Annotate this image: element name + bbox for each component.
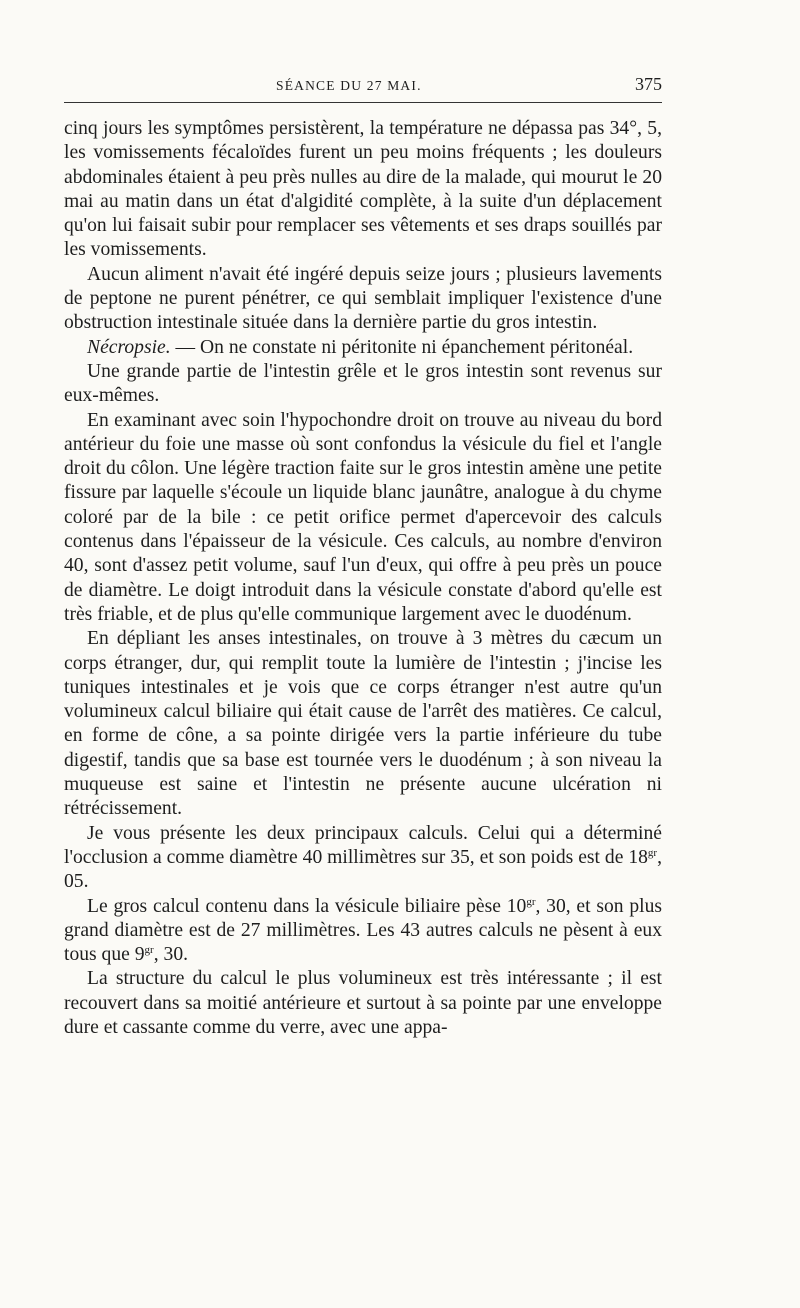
paragraph-8-text-c: , 30. bbox=[153, 944, 189, 966]
paragraph-9: La structure du calcul le plus volumineux est très intéressante ; il est recouvert dans sa moitié antérieure et surtout à sa pointe par une enveloppe dure et cassante comme du verre, avec une appa- bbox=[64, 968, 662, 1038]
paragraph-8-text-b: , 30, et son plus grand diamètre est de 27 millimètres. Les 43 autres calculs ne pèsent à eux tous que 9 bbox=[64, 895, 662, 966]
paragraph-7-text-b: , 05. bbox=[64, 846, 662, 893]
gram-abbrev: gr bbox=[144, 944, 154, 957]
paragraph-8 bbox=[64, 895, 662, 968]
paragraph-3-text: — On ne constate ni péritonite ni épanchement péritonéal. bbox=[170, 336, 634, 358]
paragraph-4: Une grande partie de l'intestin grêle et le gros intestin sont revenus sur eux-mêmes. bbox=[64, 360, 662, 407]
page-number: 375 bbox=[635, 74, 662, 94]
paragraph-1: cinq jours les symptômes persistèrent, la température ne dépassa pas 34°, 5, les vomissements fécaloïdes furent un peu moins fréquents ; les douleurs abdominales étaient à peu près nulles au dire de la malade, qui mourut le 20 mai au matin dans un état d'algidité complète, à la suite d'un déplacement qu'on lui faisait subir pour remplacer ses vêtements et ses draps souillés par les vomissements. bbox=[64, 118, 662, 261]
paragraph-8-text-a: Le gros calcul contenu dans la vésicule biliaire pèse 10 bbox=[87, 895, 527, 917]
necropsie-label: Nécropsie. bbox=[87, 336, 171, 358]
paragraph-6: En dépliant les anses intestinales, on trouve à 3 mètres du cæcum un corps étranger, dur, qui remplit toute la lumière de l'intestin ; j'incise les tuniques intestinales et je vois que ce corps étranger n'est autre qu'un volumineux calcul biliaire qui était cause de l'arrêt des matières. Ce calcul, en forme de cône, a sa pointe dirigée vers la partie inférieure du tube digestif, tandis que sa base est tournée vers le duodénum ; à son niveau la muqueuse est saine et l'intestin ne présente aucune ulcération ni rétrécissement. bbox=[64, 628, 662, 820]
header-rule bbox=[64, 102, 662, 103]
paragraph-7-text-a: Je vous présente les deux principaux calculs. Celui qui a déterminé l'occlusion a comme diamètre 40 millimètres sur 35, et son poids est de 18 bbox=[64, 822, 662, 868]
paragraph-7 bbox=[64, 822, 662, 895]
body-text bbox=[64, 117, 662, 1040]
paragraph-5: En examinant avec soin l'hypochondre droit on trouve au niveau du bord antérieur du foie une masse où sont confondus la vésicule du fiel et l'angle droit du côlon. Une légère traction faite sur le gros intestin amène une petite fissure par laquelle s'écoule un liquide blanc jaunâtre, analogue à du chyme coloré par de la bile : ce petit orifice permet d'apercevoir des calculs contenus dans l'épaisseur de la vésicule. Ces calculs, au nombre d'environ 40, sont d'assez petit volume, sauf l'un d'eux, qui offre à peu près un pouce de diamètre. Le doigt introduit dans la vésicule constate d'abord qu'elle est très friable, et de plus qu'elle communique largement avec le duodénum. bbox=[64, 409, 662, 625]
gram-abbrev: gr bbox=[647, 846, 658, 859]
gram-abbrev: gr bbox=[526, 895, 536, 908]
running-title: SÉANCE DU 27 MAI. bbox=[276, 78, 422, 93]
paragraph-2: Aucun aliment n'avait été ingéré depuis seize jours ; plusieurs lavements de peptone ne purent pénétrer, ce qui semblait impliquer l'existence d'une obstruction intestinale située dans la dernière partie du gros intestin. bbox=[64, 263, 662, 334]
paragraph-3 bbox=[64, 336, 662, 360]
page-header bbox=[64, 74, 662, 100]
